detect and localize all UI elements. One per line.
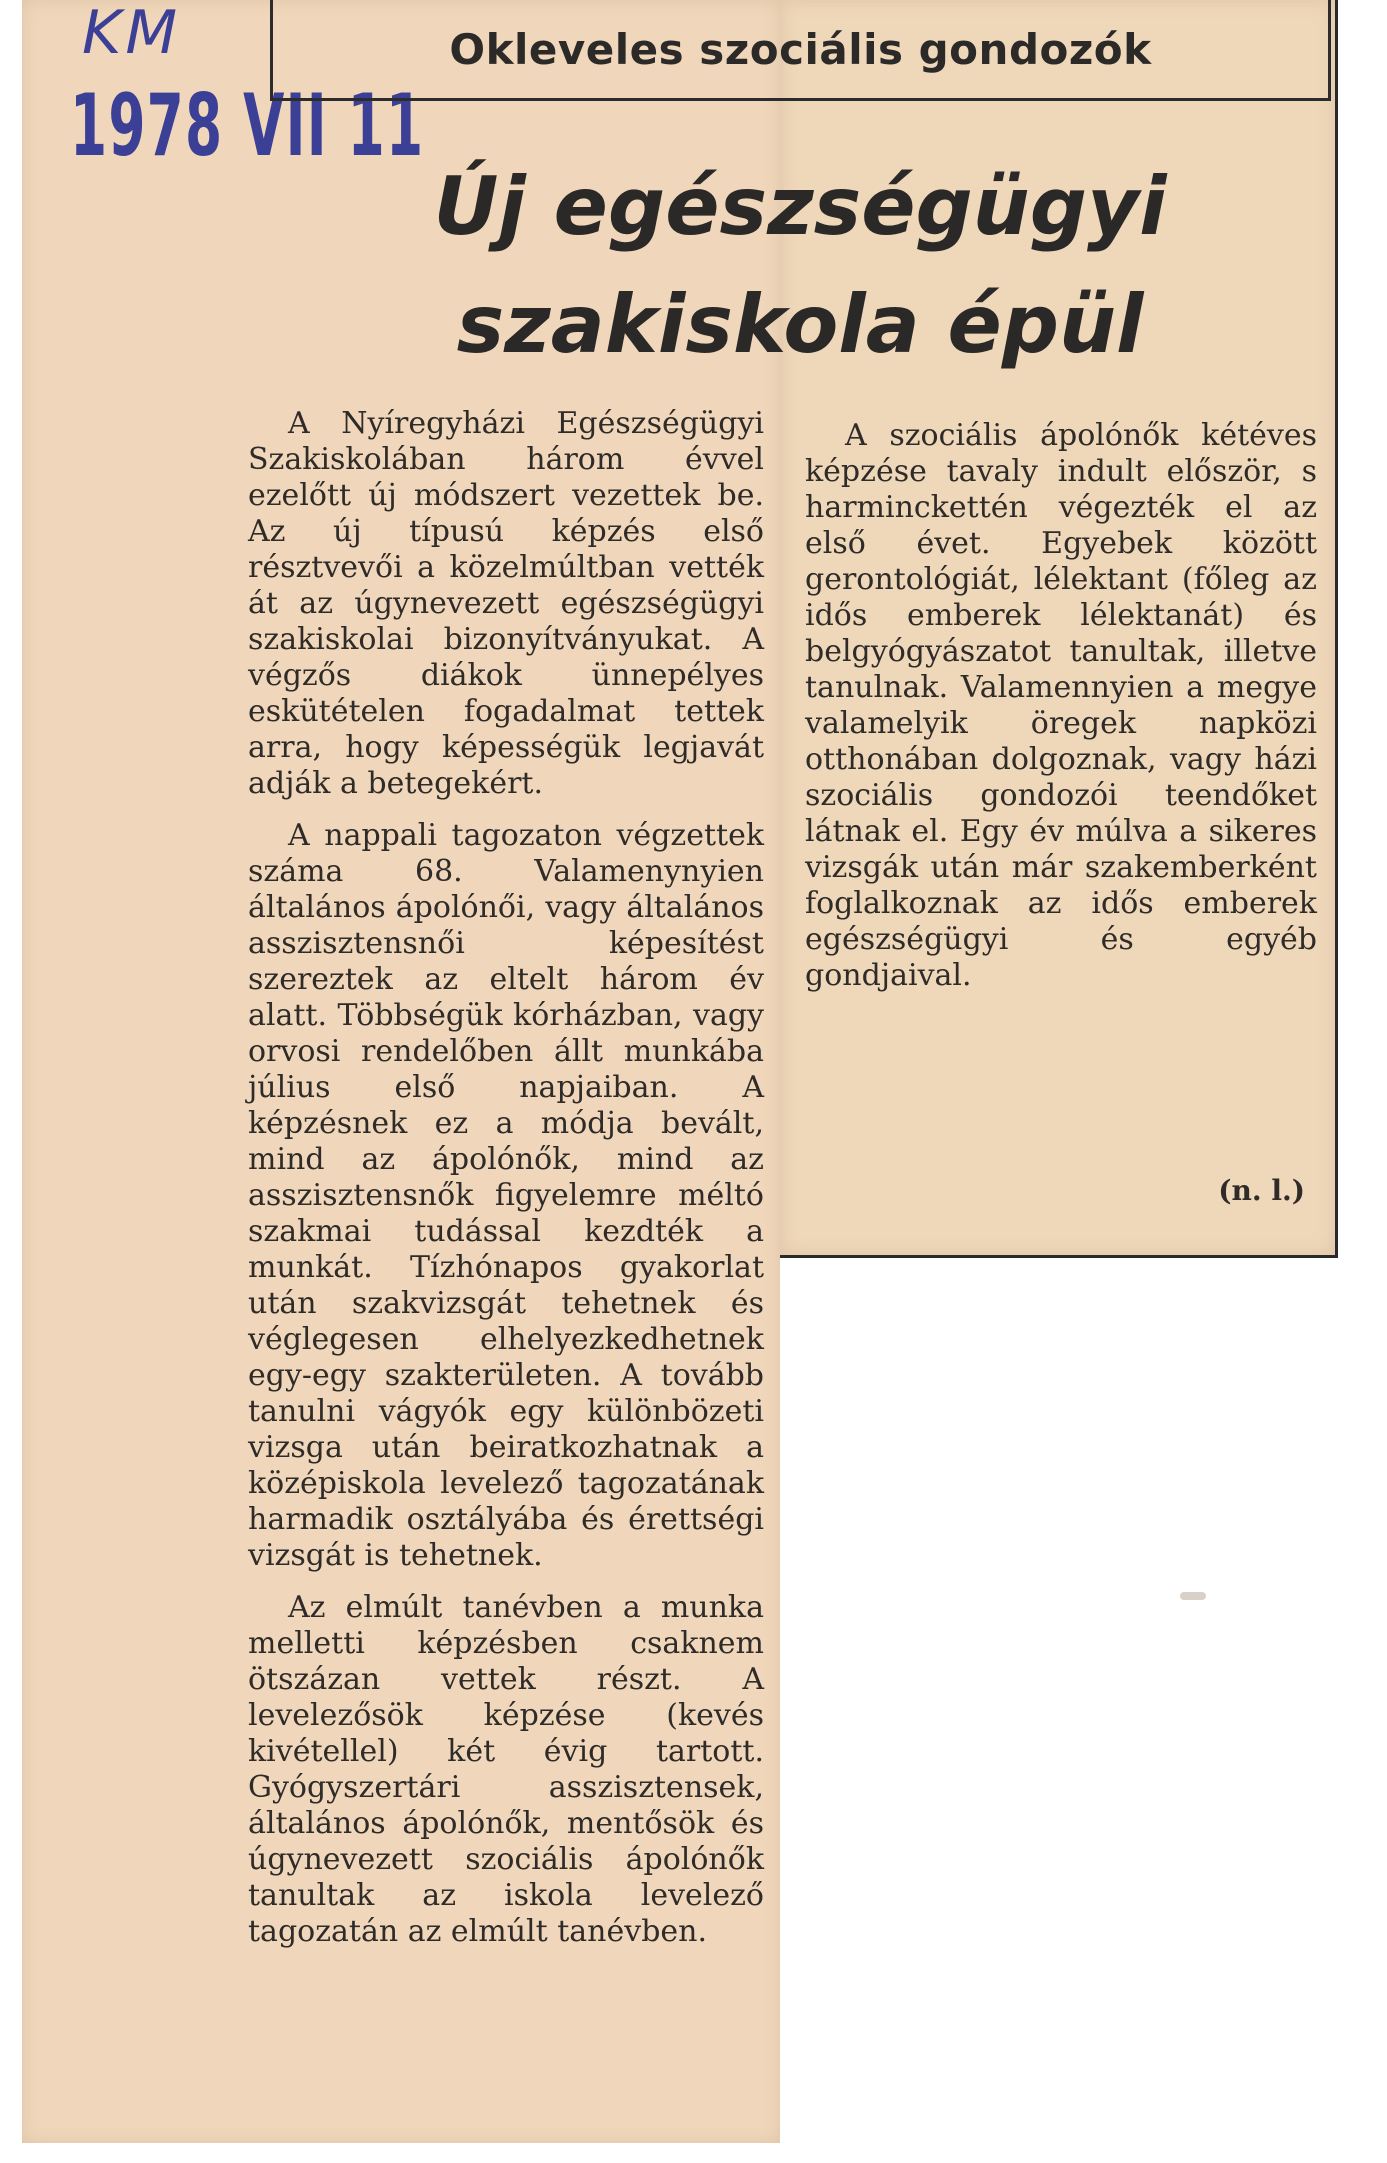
author-signature: (n. l.) <box>1218 1174 1305 1207</box>
paragraph: A szociális ápolónők kétéves képzése tavaly indult először, s harminckettén végezték el az első évet. Egyebek között gerontológiát, lélektant (főleg az idős emberek lélektanát) és belgyógyászatot tanultak, illetve tanulnak. Valamennyien a megye valamelyik öregek napközi otthonában dolgoznak, vagy házi szociális gondozói teendőket látnak el. Egy év múlva a sikeres vizsgák után már szakemberként foglalkoznak az idős emberek egészségügyi és egyéb gondjaival. <box>805 418 1317 993</box>
kicker-title: Okleveles szociális gondozók <box>449 24 1152 74</box>
paper-speck <box>1180 1592 1206 1600</box>
headline-line-2: szakiskola épül <box>456 278 1144 371</box>
headline <box>420 148 1180 384</box>
handwritten-initials: KM <box>82 0 182 68</box>
paragraph: A nappali tagozaton végzettek száma 68. Valamenynyien általános ápolónői, vagy általános asszisztensnői képesítést szereztek az eltelt három év alatt. Többségük kórházban, vagy orvosi rendelőben állt munkába július első napjaiban. A képzésnek ez a módja bevált, mind az ápolónők, mind az asszisztensnők figyelemre méltó szakmai tudással kezdték a munkát. Tízhónapos gyakorlat után szakvizsgát tehetnek és véglegesen elhelyezkedhetnek egy-egy szakterületen. A tovább tanulni vágyók egy különbözeti vizsga után beiratkozhatnak a középiskola levelező tagozatának harmadik osztályába és érettségi vizsgát is tehetnek. <box>248 818 764 1573</box>
article-right-column <box>805 418 1317 994</box>
headline-line-1: Új egészségügyi <box>433 160 1167 253</box>
paragraph: A Nyíregyházi Egészségügyi Szakiskolában három évvel ezelőtt új módszert vezettek be. Az új típusú képzés első résztvevői a közelmúltban vették át az úgynevezett egészségügyi szakiskolai bizonyítványukat. A végzős diákok ünnepélyes eskütételen fogadalmat tettek arra, hogy képességük legjavát adják a betegekért. <box>248 406 764 801</box>
paragraph: Az elmúlt tanévben a munka melletti képzésben csaknem ötszázan vettek részt. A levelezősök képzése (kevés kivétellel) két évig tartott. Gyógyszertári asszisztensek, általános ápolónők, mentősök és úgynevezett szociális ápolónők tanultak az iskola levelező tagozatán az elmúlt tanévben. <box>248 1590 764 1949</box>
article-left-column <box>248 406 764 1950</box>
handwritten-date: 1978 VII 11 <box>70 76 425 176</box>
kicker-box <box>270 0 1331 101</box>
